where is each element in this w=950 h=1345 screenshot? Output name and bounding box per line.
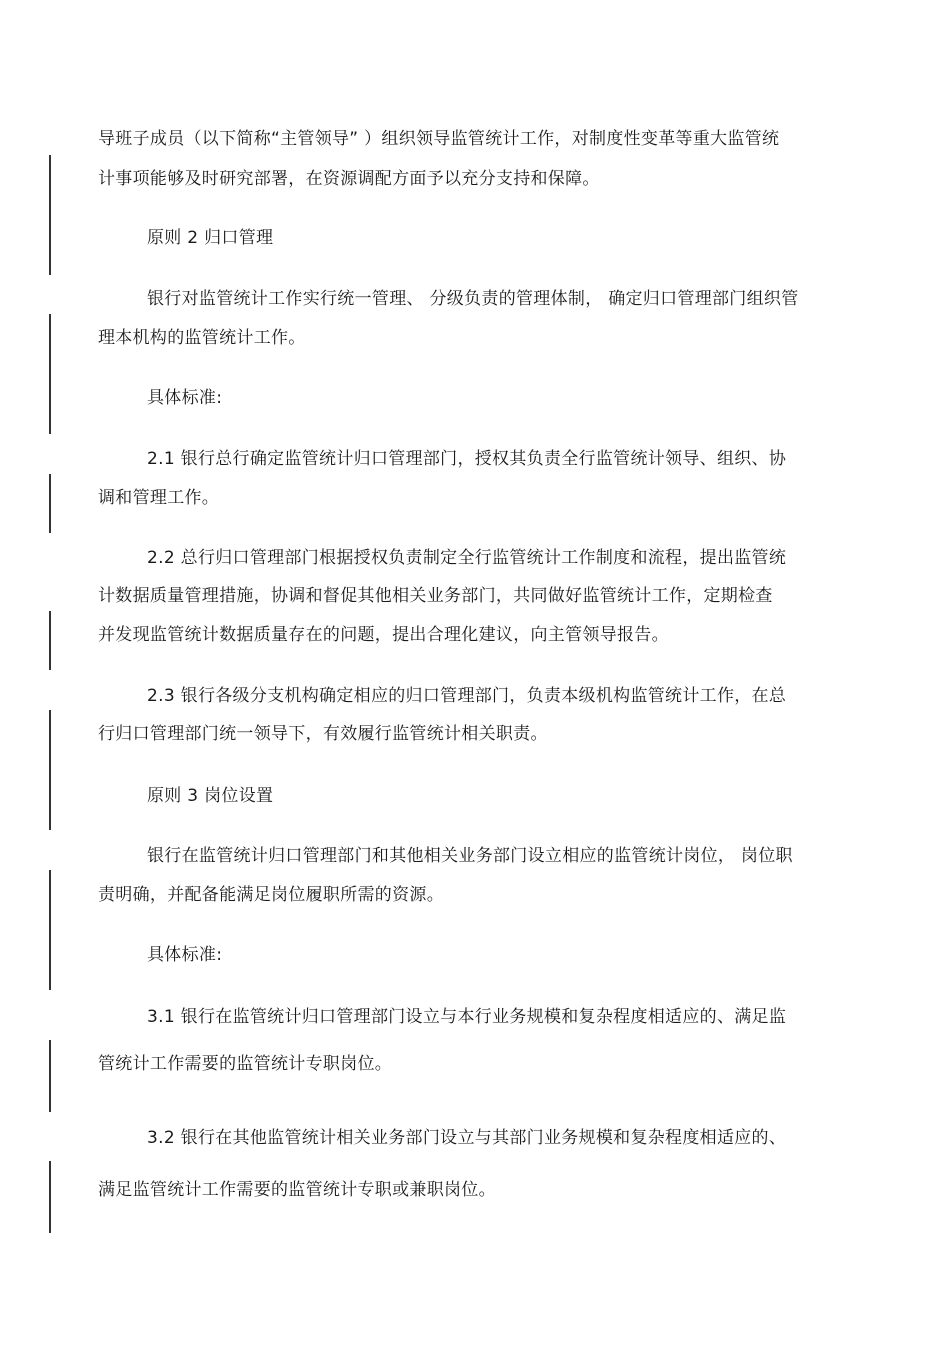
revision-bar (49, 314, 51, 434)
paragraph-line: 并发现监管统计数据质量存在的问题，提出合理化建议，向主管领导报告。 (98, 625, 669, 645)
revision-bar (49, 710, 51, 830)
paragraph-line: 行归口管理部门统一领导下，有效履行监管统计相关职责。 (98, 724, 548, 744)
paragraph-line: 3.1 银行在监管统计归口管理部门设立与本行业务规模和复杂程度相适应的、满足监 (147, 1007, 787, 1027)
revision-bar (49, 1040, 51, 1112)
revision-bar (49, 155, 51, 275)
principle-heading: 原则 3 岗位设置 (147, 786, 274, 806)
principle-heading: 原则 2 归口管理 (147, 228, 274, 248)
paragraph-line: 3.2 银行在其他监管统计相关业务部门设立与其部门业务规模和复杂程度相适应的、 (147, 1128, 787, 1148)
revision-bar (49, 1161, 51, 1233)
section-label: 具体标准: (147, 945, 223, 965)
revision-bar (49, 611, 51, 670)
section-label: 具体标准: (147, 388, 223, 408)
paragraph-line: 调和管理工作。 (98, 488, 220, 508)
paragraph-line: 满足监管统计工作需要的监管统计专职或兼职岗位。 (98, 1180, 496, 1200)
revision-bar (49, 474, 51, 533)
paragraph-line: 2.2 总行归口管理部门根据授权负责制定全行监管统计工作制度和流程，提出监管统 (147, 548, 787, 568)
paragraph-line: 计事项能够及时研究部署，在资源调配方面予以充分支持和保障。 (98, 169, 600, 189)
paragraph-line: 理本机构的监管统计工作。 (98, 328, 306, 348)
paragraph-line: 管统计工作需要的监管统计专职岗位。 (98, 1054, 393, 1074)
paragraph-line: 2.3 银行各级分支机构确定相应的归口管理部门，负责本级机构监管统计工作，在总 (147, 686, 787, 706)
paragraph-line: 责明确，并配备能满足岗位履职所需的资源。 (98, 885, 444, 905)
revision-bar (49, 870, 51, 990)
paragraph-line: 银行对监管统计工作实行统一管理、 分级负责的管理体制， 确定归口管理部门组织管 (147, 289, 799, 309)
paragraph-line: 导班子成员（以下简称“主管领导” ）组织领导监管统计工作，对制度性变革等重大监管统 (98, 129, 780, 149)
paragraph-line: 计数据质量管理措施，协调和督促其他相关业务部门，共同做好监管统计工作，定期检查 (98, 586, 773, 606)
paragraph-line: 2.1 银行总行确定监管统计归口管理部门，授权其负责全行监管统计领导、组织、协 (147, 449, 787, 469)
paragraph-line: 银行在监管统计归口管理部门和其他相关业务部门设立相应的监管统计岗位， 岗位职 (147, 846, 793, 866)
